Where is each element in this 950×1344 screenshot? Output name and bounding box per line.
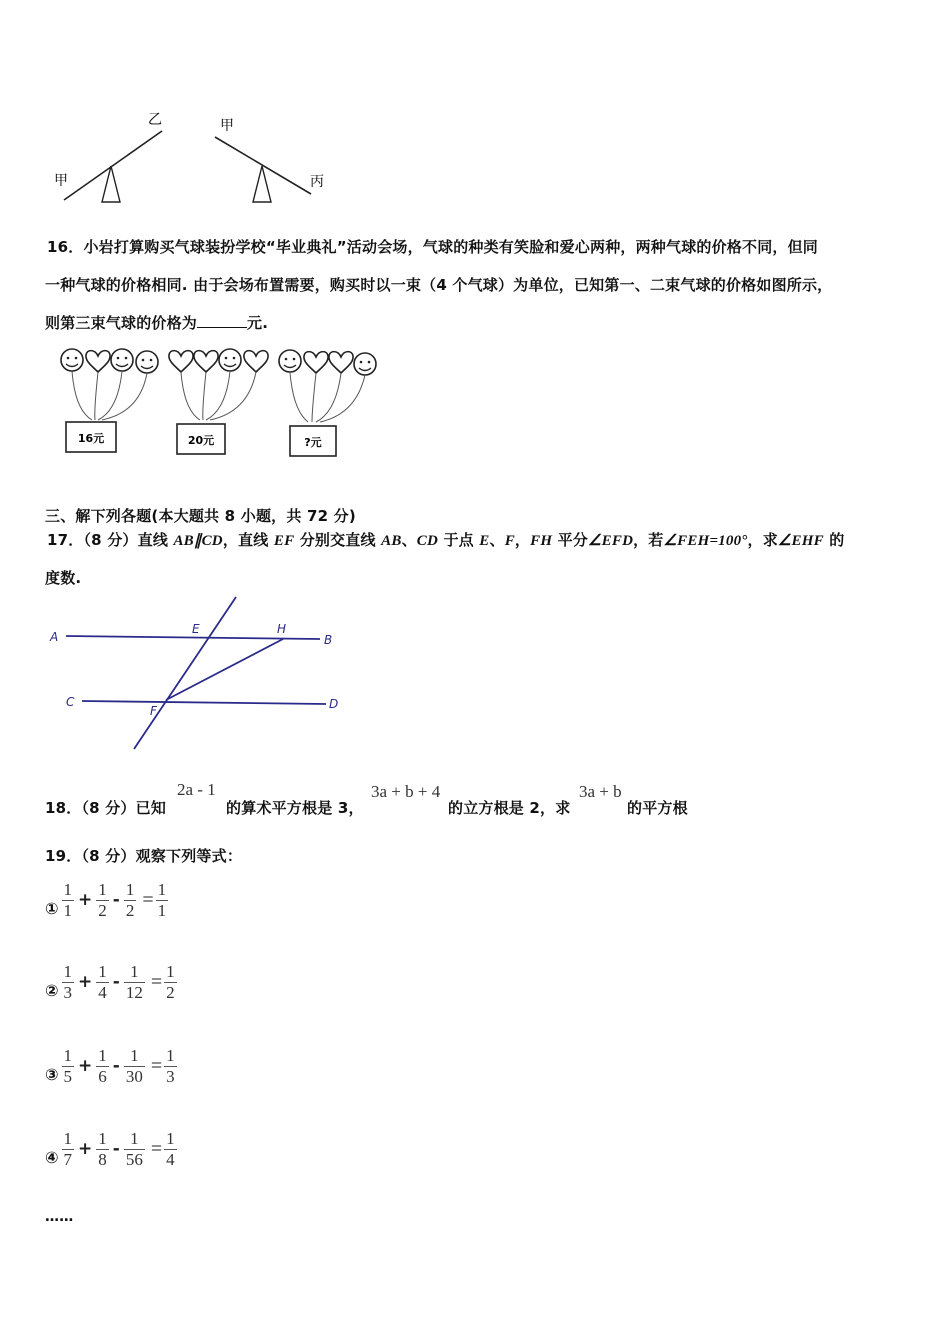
minus-sign: - xyxy=(112,972,120,992)
bundle-2-price: 20元 xyxy=(187,434,215,447)
q17-text: 、 xyxy=(401,531,417,549)
fraction: $\frac{1}{6}$ xyxy=(98,1045,107,1086)
fraction: $\frac{1}{4}$ xyxy=(98,961,107,1002)
equation-2 xyxy=(45,958,179,1006)
fraction: $\frac{1}{56}$ xyxy=(125,1128,143,1169)
fraction: $\frac{1}{5}$ xyxy=(63,1045,73,1086)
bundle-1 xyxy=(61,349,158,452)
label-d: D xyxy=(329,697,339,711)
q17-e: E xyxy=(479,533,490,549)
label-f: F xyxy=(150,704,157,718)
q17-text: ，若 xyxy=(633,531,664,549)
fraction: $\frac{1}{1}$ xyxy=(63,879,73,920)
q18-text-2: 的立方根是 2，求 xyxy=(448,799,571,817)
label-jia-left: 甲 xyxy=(54,173,68,189)
label-jia-right: 甲 xyxy=(220,118,234,134)
q18-suffix: 的平方根 xyxy=(627,799,688,817)
equation-1 xyxy=(45,876,170,924)
q16-line3 xyxy=(45,312,268,333)
q16-line3-text: 则第三束气球的价格为 xyxy=(45,314,198,332)
fraction: $\frac{1}{30}$ xyxy=(125,1045,143,1086)
q17-line1 xyxy=(47,529,844,550)
fraction: $\frac{1}{2}$ xyxy=(125,879,135,920)
bundle-2 xyxy=(169,349,268,454)
equation-3 xyxy=(45,1042,179,1090)
marker-1: ① xyxy=(45,898,59,918)
balance-scales-figure xyxy=(40,100,360,210)
marker-4: ④ xyxy=(45,1147,59,1167)
fraction: $\frac{1}{7}$ xyxy=(63,1128,73,1169)
q17-ef: EF xyxy=(273,533,295,549)
q17-text: 分别交直线 xyxy=(294,531,382,549)
fraction: $\frac{1}{1}$ xyxy=(157,879,167,920)
q17-text: 平分 xyxy=(552,531,589,549)
minus-sign: - xyxy=(112,890,120,910)
equals-sign: = xyxy=(150,1137,163,1160)
plus-sign: + xyxy=(78,1139,93,1159)
q17-text: ， xyxy=(514,531,531,549)
q17-angle-efd: ∠EFD xyxy=(588,533,634,549)
q18-prefix: 18．（8 分）已知 xyxy=(45,799,167,817)
q17-text: ，直线 xyxy=(222,531,274,549)
q17-text: 的 xyxy=(823,531,845,549)
q17-prefix: 17．（8 分）直线 xyxy=(47,531,174,549)
q17-text: 于点 xyxy=(438,531,480,549)
plus-sign: + xyxy=(78,972,93,992)
q16-line1: 16．小岩打算购买气球装扮学校“毕业典礼”活动会场，气球的种类有笑脸和爱心两种，两种气球的价格不同，但同 xyxy=(47,238,818,256)
q17-cd: CD xyxy=(416,533,439,549)
label-bing-right: 丙 xyxy=(310,174,324,190)
q18-text-1: 的算术平方根是 3， xyxy=(226,799,364,817)
q16-line3-unit: 元. xyxy=(247,314,269,332)
bundle-3-price: ?元 xyxy=(304,436,322,449)
q17-text: 、 xyxy=(489,531,505,549)
label-yi-left: 乙 xyxy=(148,112,162,128)
equals-sign: = xyxy=(150,1054,163,1077)
plus-sign: + xyxy=(78,890,93,910)
plus-sign: + xyxy=(78,1056,93,1076)
q17-ab-parallel-cd: AB∥CD xyxy=(173,533,223,549)
q17-angle-feh: ∠FEH=100° xyxy=(663,533,748,549)
marker-2: ② xyxy=(45,980,59,1000)
fraction: $\frac{1}{12}$ xyxy=(125,961,143,1002)
fraction: $\frac{1}{8}$ xyxy=(98,1128,107,1169)
fraction: $\frac{1}{3}$ xyxy=(63,961,73,1002)
q18-expr-3a-b: 3a + b xyxy=(579,782,622,801)
label-h: H xyxy=(277,622,287,636)
fraction: $\frac{1}{2}$ xyxy=(98,879,107,920)
fraction: $\frac{1}{4}$ xyxy=(166,1128,175,1169)
answer-blank[interactable] xyxy=(197,313,247,328)
marker-3: ③ xyxy=(45,1064,59,1084)
fraction: $\frac{1}{3}$ xyxy=(166,1045,175,1086)
parallel-lines-figure xyxy=(40,590,360,760)
minus-sign: - xyxy=(112,1139,120,1159)
section-3-heading: 三、解下列各题(本大题共 8 小题，共 72 分) xyxy=(45,507,356,525)
equals-sign: = xyxy=(142,888,154,911)
q17-text: ，求 xyxy=(747,531,778,549)
label-b: B xyxy=(324,633,333,647)
equation-4 xyxy=(45,1125,179,1173)
equals-sign: = xyxy=(150,970,163,993)
minus-sign: - xyxy=(112,1056,120,1076)
label-a: A xyxy=(50,630,59,644)
q17-angle-ehf: ∠EHF xyxy=(777,533,824,549)
ellipsis: …… xyxy=(45,1209,74,1225)
label-c: C xyxy=(66,695,75,709)
q17-line2: 度数. xyxy=(45,569,82,587)
label-e: E xyxy=(192,622,200,636)
q18-expr-2a-1: 2a - 1 xyxy=(177,780,216,799)
fraction: $\frac{1}{2}$ xyxy=(166,961,175,1002)
q17-ab: AB xyxy=(381,533,402,549)
q18-expr-3a-b-4: 3a + b + 4 xyxy=(371,782,441,801)
q17-f: F xyxy=(504,533,515,549)
q17-fh: FH xyxy=(530,533,553,549)
q16-line2: 一种气球的价格相同. 由于会场布置需要，购买时以一束（4 个气球）为单位，已知第一、二束气球的价格如图所示， xyxy=(45,276,833,294)
bundle-3 xyxy=(279,350,376,456)
bundle-1-price: 16元 xyxy=(77,432,105,445)
q19-heading: 19．（8 分）观察下列等式： xyxy=(45,847,243,865)
balloon-bundles-figure xyxy=(50,340,390,465)
